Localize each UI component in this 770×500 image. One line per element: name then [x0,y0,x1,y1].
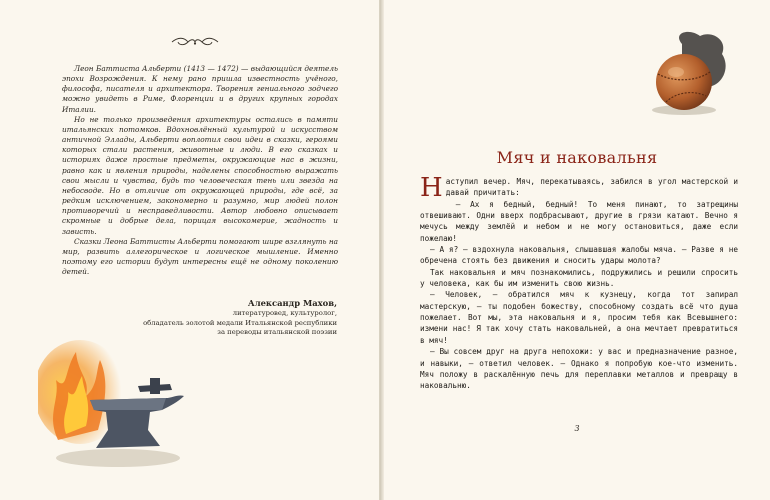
leather-ball-illustration [642,26,732,118]
intro-text [62,64,338,277]
story-paragraph: — Вы совсем друг на друга непохожи: у вас и предназначение разное, и навыки, — ответил человек. — Однако я попробую кое-что изменить. Мяч положу в раскалённую печь для переплавки металлов и превращу в наковальню. [420,347,738,391]
intro-paragraph: Сказки Леона Баттисты Альберти помогают шире взглянуть на мир, развить аллегорическое и логическое мышление. Именно поэтому его истории будут интересны ещё не одному поколению детей. [62,236,338,277]
intro-paragraph: Леон Баттиста Альберти (1413 — 1472) — выдающийся деятель эпохи Возрождения. К нему рано пришла известность учёного, философа, писателя и архитектора. Творения гениального зодчего можно увидеть в Риме, Флоренции и в других крупных городах Италии. [62,64,338,114]
flourish-ornament-icon [170,36,220,48]
story-title: Мяч и наковальня [496,148,658,167]
drop-cap: Н [420,173,443,203]
signature-role: за переводы итальянской поэзии [217,328,337,337]
signature-role: литературовед, культуролог, [232,309,337,317]
story-first-text: аступил вечер. Мяч, перекатываясь, забился в угол мастерской и давай причитать: [445,177,738,198]
signature-name: Александр Махов, [247,298,337,308]
story-paragraph: — Ах я бедный, бедный! То меня пинают, то затрещины отвешивают. Одни вверх подбрасывают, другие в грязи катают. Вечно я мечусь между землёй и небом и не могу остановиться, даже если пожелаю! [420,199,738,243]
right-page [384,0,770,500]
story-paragraph: — Человек, — обратился мяч к кузнецу, когда тот запирал мастерскую, — ты подобен божеству, способному создать всё что душа пожелает. Вот мы, эта наковальня и я, просим тебя как Всевышнего: измени нас! Я так хочу стать наковальней, а она мечтает превратиться в мяч! [420,290,738,345]
anvil-fire-illustration [38,330,188,470]
left-page [0,0,380,500]
story-text [420,173,738,392]
story-paragraph: — А я? — вздохнула наковальня, слышавшая жалобы мяча. — Разве я не обречена стоять без движения и сносить удары молота? [420,245,738,266]
story-paragraph: Так наковальня и мяч познакомились, подружились и решили спросить у человека, как бы им изменить свою жизнь. [420,267,738,289]
page-number: 3 [574,424,580,433]
signature-role: обладатель золотой медали Итальянской республики [143,318,337,327]
story-paragraph [420,173,738,203]
intro-paragraph: Но не только произведения архитектуры остались в памяти итальянских потомков. Вдохновлённый культурой и искусством античной Эллады, Альберти воплотил свои идеи в сказки, героями которых стали растения, животные и люди. В его сказках и историях даже простые предметы, окружающие нас в жизни, равно как и явления природы, наделены способностью выражать свои мысли и чувства, будь то человеческая тень или звезда на небосводе. Но в отличие от окружающей природы, где всё, за редким исключением, закономерно и разумно, мир людей полон противоречий и несправедливости. Автор любовно описывает скромные и добрые дела, порицая высокомерие, жадность и зависть. [62,114,338,236]
